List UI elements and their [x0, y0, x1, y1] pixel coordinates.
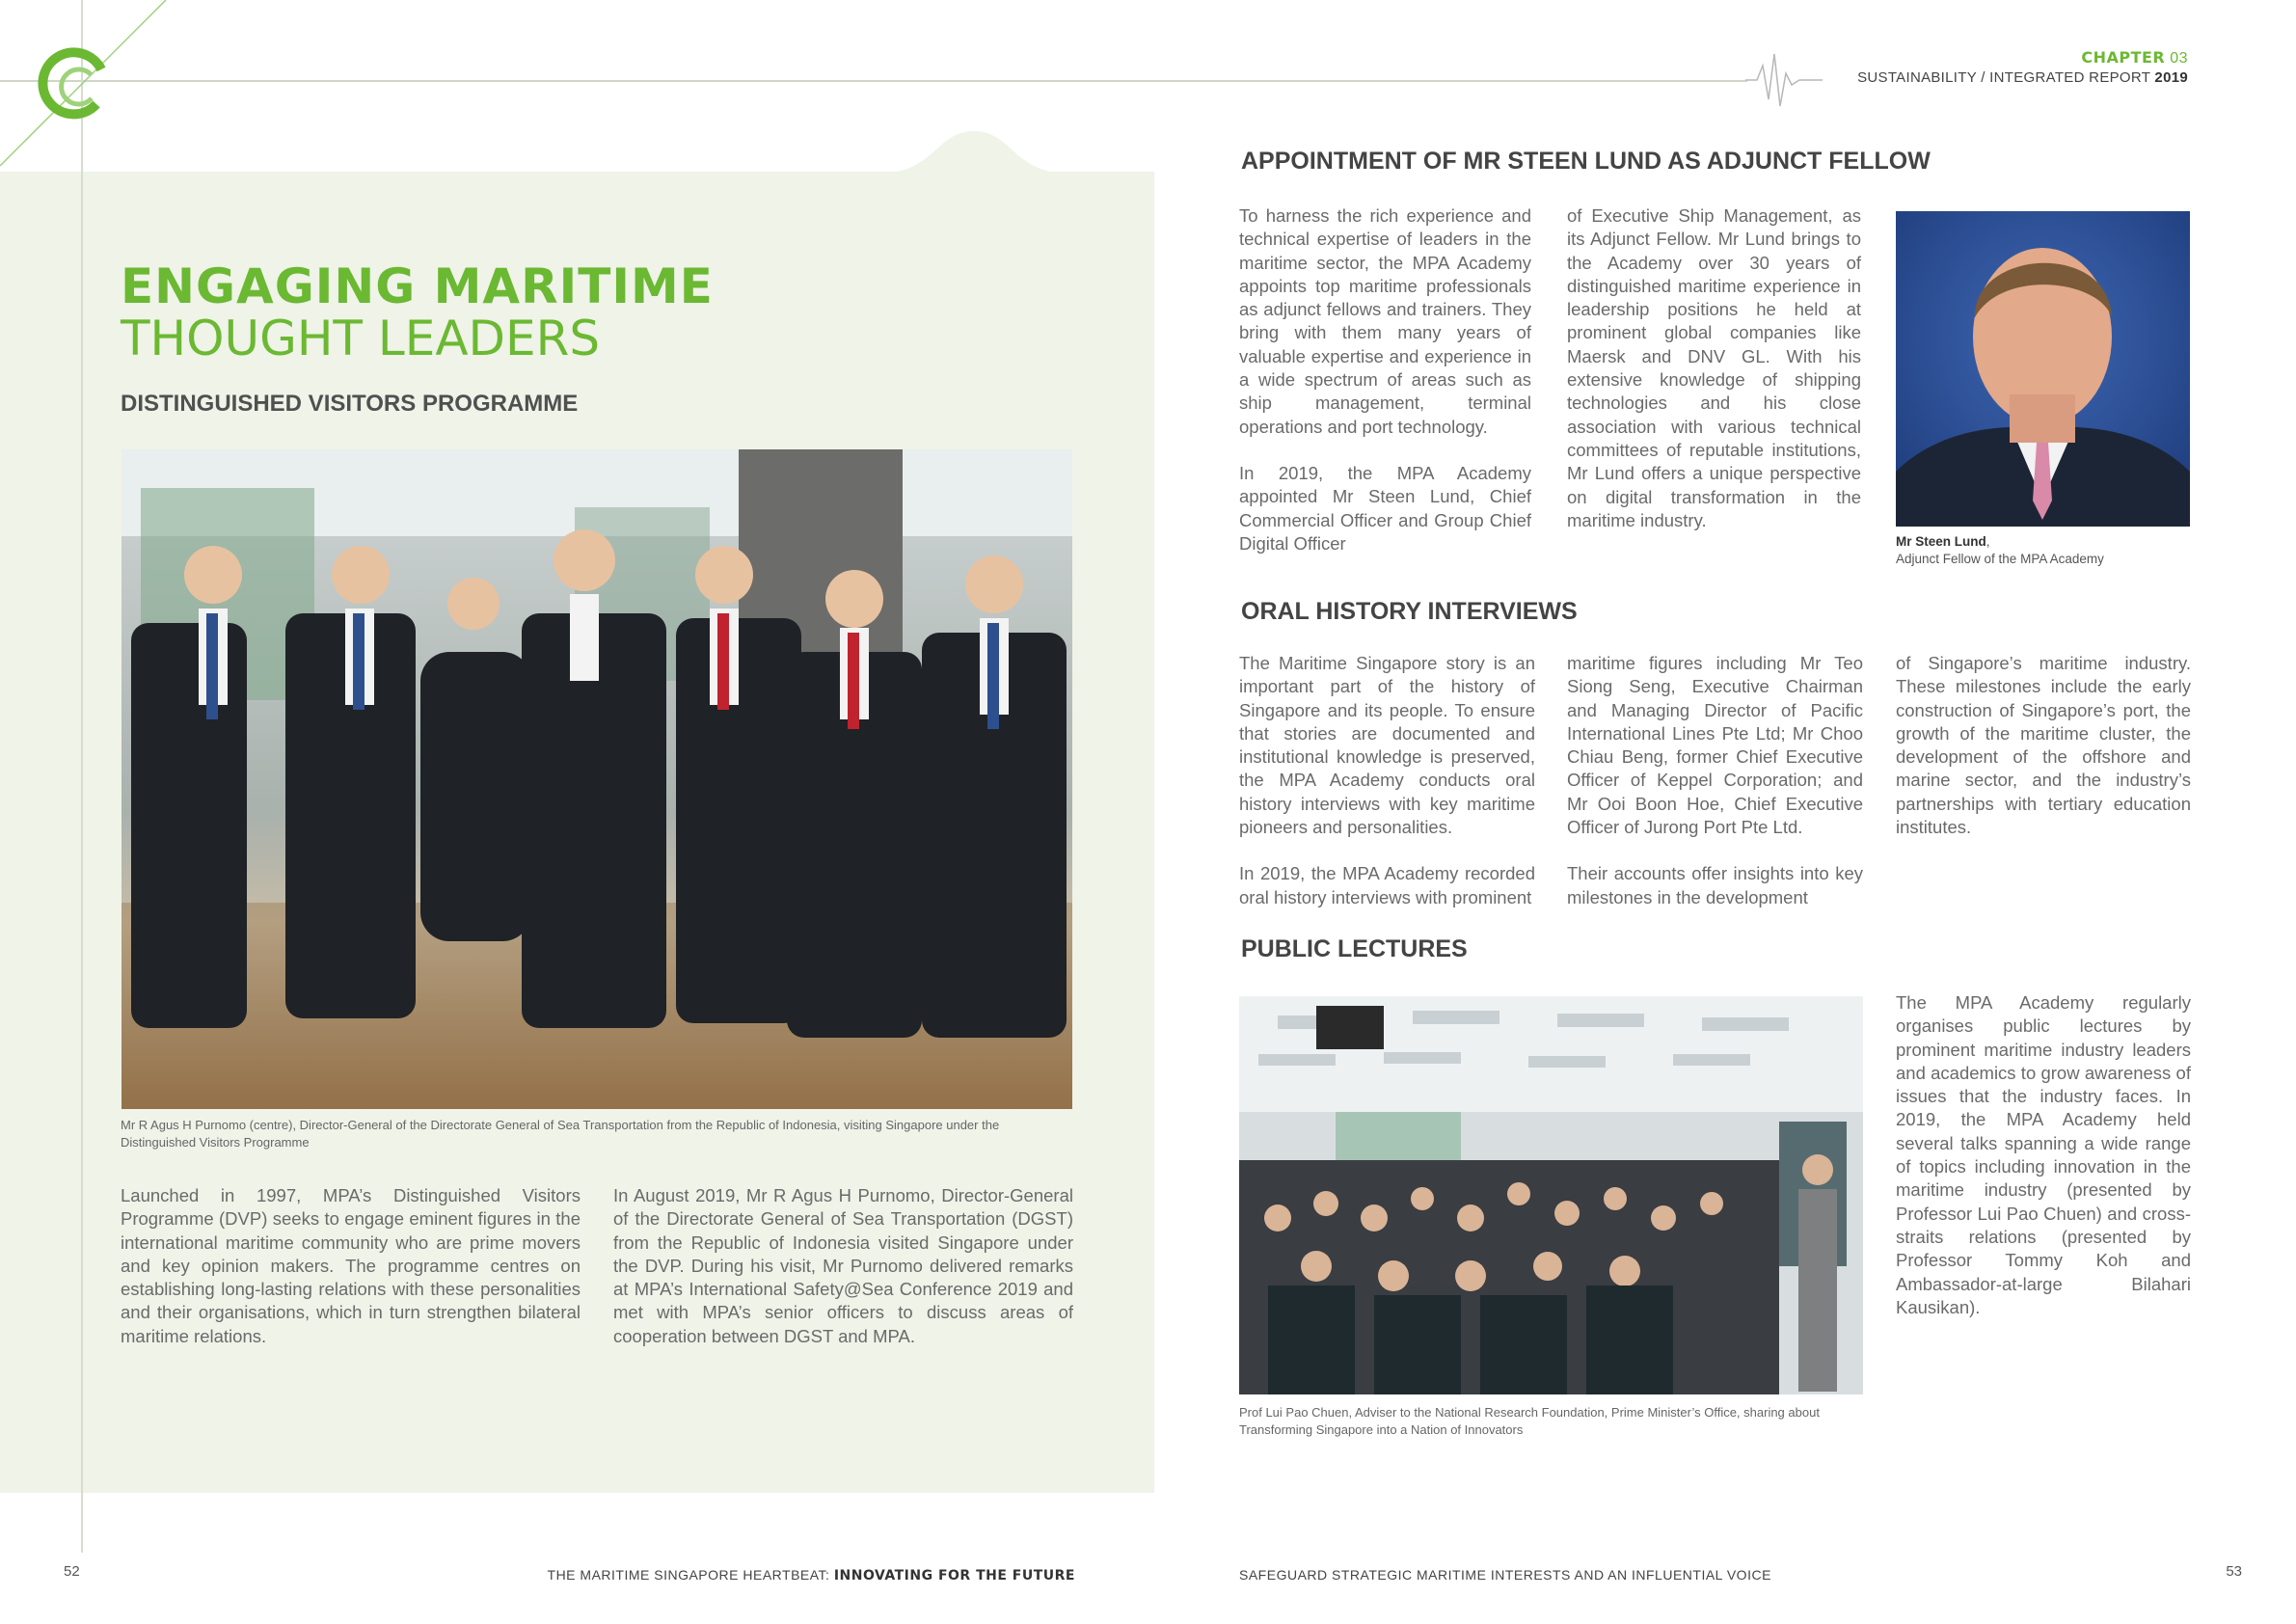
- page-number-left: 52: [64, 1563, 80, 1580]
- report-prefix: SUSTAINABILITY / INTEGRATED REPORT: [1857, 69, 2150, 86]
- margin-rule: [81, 0, 83, 1553]
- page-number-right: 53: [2226, 1563, 2242, 1580]
- portrait-caption-role: Adjunct Fellow of the MPA Academy: [1896, 552, 2104, 566]
- chapter-label: [2081, 48, 2188, 68]
- lecture-photo-caption: Prof Lui Pao Chuen, Adviser to the National Research Foundation, Prime Minister’s Office, sharing about Transforming Singapore into a Nation of Innovators: [1239, 1405, 1820, 1437]
- section-subheading: DISTINGUISHED VISITORS PROGRAMME: [121, 391, 579, 417]
- report-year: 2019: [2154, 69, 2188, 86]
- dvp-paragraph-2: In August 2019, Mr R Agus H Purnomo, Director-General of the Directorate General of Sea Transportation (DGST) from the Republic of Indonesia visited Singapore under the DVP. During his visit, Mr Purnomo delivered remarks at MPA’s International Safety@Sea Conference 2019 and met with MPA’s senior officers to discuss areas of cooperation between DGST and MPA.: [613, 1185, 1073, 1346]
- oral-column-2: [1567, 652, 1863, 933]
- adjunct-paragraph-2: In 2019, the MPA Academy appointed Mr Steen Lund, Chief Commercial Officer and Group Chief Digital Officer: [1239, 462, 1531, 554]
- public-lectures-heading: PUBLIC LECTURES: [1241, 935, 1468, 962]
- lecture-hall-photo: [1239, 996, 1863, 1394]
- group-photo-caption: Mr R Agus H Purnomo (centre), Director-General of the Directorate General of Sea Transportation from the Republic of Indonesia, visiting Singapore under the Distinguished Visitors Programme: [121, 1118, 1000, 1150]
- adjunct-column-2: of Executive Ship Management, as its Adjunct Fellow. Mr Lund brings to the Academy over 30 years of distinguished maritime experience in leadership positions he held at prominent global companies like Maersk and DNV GL. With his extensive knowledge of shipping technologies and his close association with various technical committees of reputable institutions, Mr Lund offers a unique perspective on digital transformation in the maritime industry.: [1567, 205, 1861, 530]
- page-title-line2: THOUGHT LEADERS: [121, 311, 601, 366]
- hill-decoration: [878, 123, 1070, 174]
- portrait-caption-name: Mr Steen Lund: [1896, 534, 1986, 549]
- portrait-caption: Mr Steen Lund, Adjunct Fellow of the MPA Academy: [1896, 534, 2104, 566]
- steen-lund-portrait: [1896, 211, 2190, 527]
- heartbeat-icon: [1745, 46, 1823, 114]
- oral-paragraph-2: In 2019, the MPA Academy recorded oral history interviews with prominent: [1239, 863, 1535, 907]
- adjunct-heading: APPOINTMENT OF MR STEEN LUND AS ADJUNCT FELLOW: [1241, 148, 1931, 175]
- lectures-paragraph: The MPA Academy regularly organises public lectures by prominent maritime industry leaders and academics to grow awareness of issues that the industry faces. In 2019, the MPA Academy held several talks spanning a wide range of topics including innovation in the maritime industry (presented by Professor Lui Pao Chuen) and cross-straits relations (presented by Professor Tommy Koh and Ambassador-at-large Bilahari Kausikan).: [1896, 992, 2191, 1317]
- top-rule: [0, 80, 1747, 82]
- oral-history-heading: ORAL HISTORY INTERVIEWS: [1241, 598, 1578, 625]
- footer-left: [545, 1567, 1075, 1583]
- footer-left-prefix: THE MARITIME SINGAPORE HEARTBEAT:: [547, 1567, 830, 1583]
- adjunct-column-1: [1239, 204, 1531, 579]
- dvp-paragraph-1: Launched in 1997, MPA’s Distinguished Visitors Programme (DVP) seeks to engage eminent figures in the international maritime community who are prime movers and key opinion makers. The programme centres on establishing long-lasting relations with these personalities and their organisations, which in turn strengthen bilateral maritime relations.: [121, 1185, 581, 1346]
- chapter-word: CHAPTER: [2081, 48, 2166, 67]
- chapter-logo-icon: [0, 0, 174, 174]
- oral-column-1: [1239, 652, 1535, 933]
- footer-right: SAFEGUARD STRATEGIC MARITIME INTERESTS AND AN INFLUENTIAL VOICE: [1239, 1567, 1771, 1583]
- oral-column-3: of Singapore’s maritime industry. These milestones include the early construction of Singapore’s port, the growth of the maritime cluster, the development of the offshore and marine sector, and the industry’s partnerships with tertiary education institutes.: [1896, 653, 2191, 838]
- oral-paragraph-3: maritime figures including Mr Teo Siong Seng, Executive Chairman and Managing Director of Pacific International Lines Pte Ltd; Mr Choo Chiau Beng, former Chief Executive Officer of Keppel Corporation; and Mr Ooi Boon Hoe, Chief Executive Officer of Jurong Port Pte Ltd.: [1567, 653, 1863, 838]
- adjunct-paragraph-1: To harness the rich experience and technical expertise of leaders in the maritime sector, the MPA Academy appoints top maritime professionals as adjunct fellows and trainers. They bring with them many years of valuable expertise and experience in a wide spectrum of areas such as ship management, terminal operations and port technology.: [1239, 205, 1531, 437]
- chapter-number: 03: [2170, 50, 2188, 67]
- oral-paragraph-1: The Maritime Singapore story is an important part of the history of Singapore and its people. To ensure that stories are documented and institutional knowledge is preserved, the MPA Academy conducts oral history interviews with key maritime pioneers and personalities.: [1239, 653, 1535, 838]
- delegation-group-photo: [122, 449, 1072, 1109]
- page-title-line1: ENGAGING MARITIME: [121, 258, 714, 314]
- footer-left-bold: INNOVATING FOR THE FUTURE: [833, 1568, 1075, 1583]
- report-label: [1857, 69, 2188, 86]
- oral-paragraph-4: Their accounts offer insights into key milestones in the development: [1567, 863, 1863, 907]
